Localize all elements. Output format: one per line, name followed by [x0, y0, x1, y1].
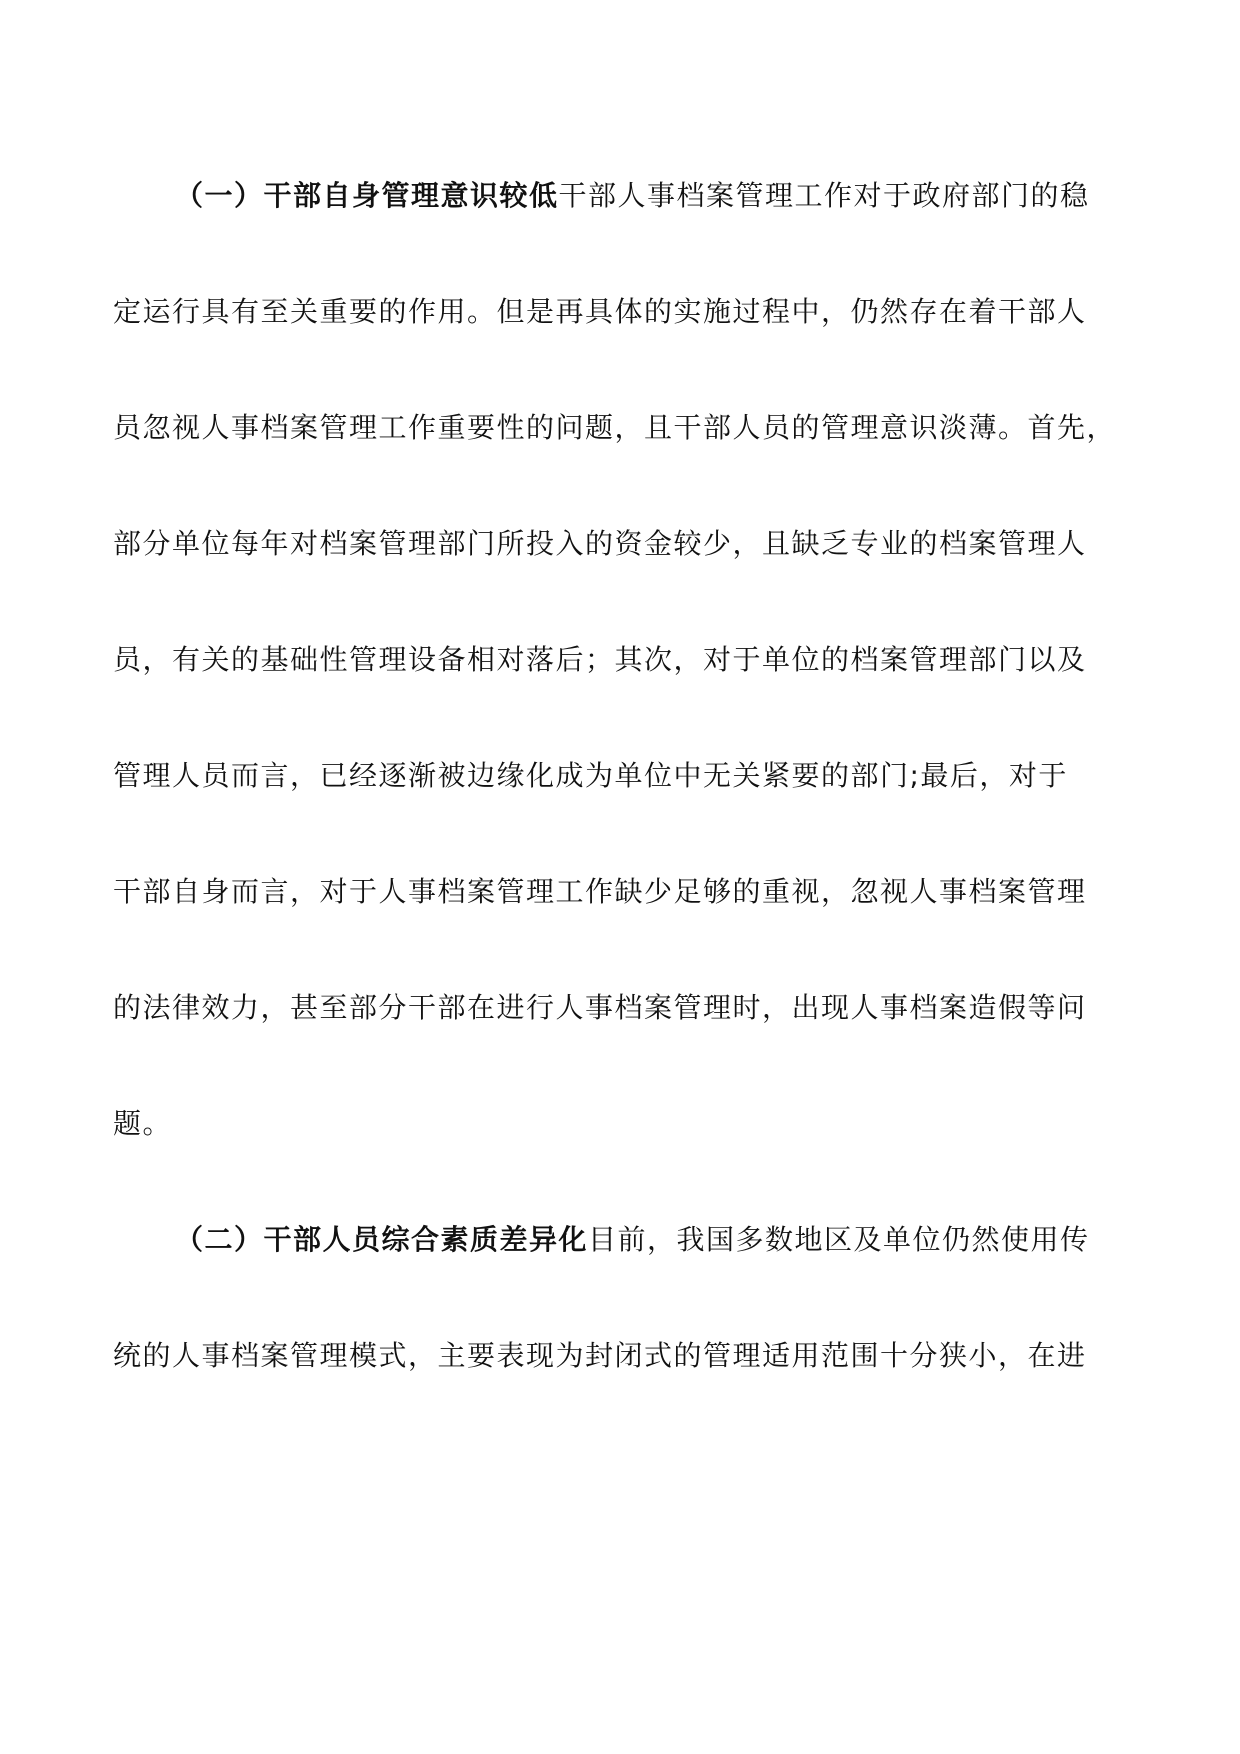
- paragraph-2-text: 目前，我国多数地区及单位仍然使用传: [588, 1223, 1090, 1256]
- paragraph-1-line-7: 干部自身而言，对于人事档案管理工作缺少足够的重视，忽视人事档案管理: [113, 875, 1087, 908]
- paragraph-1-line-9: 题。: [113, 1107, 173, 1140]
- paragraph-2-line-1: [175, 1220, 1215, 1260]
- paragraph-1-line-1: [175, 176, 1215, 216]
- paragraph-1-line-5: 员，有关的基础性管理设备相对落后；其次，对于单位的档案管理部门以及: [113, 643, 1087, 676]
- paragraph-1-line-8: 的法律效力，甚至部分干部在进行人事档案管理时，出现人事档案造假等问: [113, 991, 1087, 1024]
- section-heading-2: （二）干部人员综合素质差异化: [175, 1223, 589, 1256]
- paragraph-1-line-6: 管理人员而言，已经逐渐被边缘化成为单位中无关紧要的部门;最后，对于: [113, 759, 1068, 792]
- paragraph-1-line-2: 定运行具有至关重要的作用。但是再具体的实施过程中，仍然存在着干部人: [113, 295, 1087, 328]
- paragraph-2-line-2: 统的人事档案管理模式，主要表现为封闭式的管理适用范围十分狭小，在进: [113, 1339, 1087, 1372]
- paragraph-1-line-4: 部分单位每年对档案管理部门所投入的资金较少，且缺乏专业的档案管理人: [113, 527, 1087, 560]
- paragraph-1-text: 干部人事档案管理工作对于政府部门的稳: [558, 179, 1090, 212]
- paragraph-1-line-3: 员忽视人事档案管理工作重要性的问题，且干部人员的管理意识淡薄。首先，: [113, 411, 1117, 444]
- section-heading-1: （一）干部自身管理意识较低: [175, 179, 559, 212]
